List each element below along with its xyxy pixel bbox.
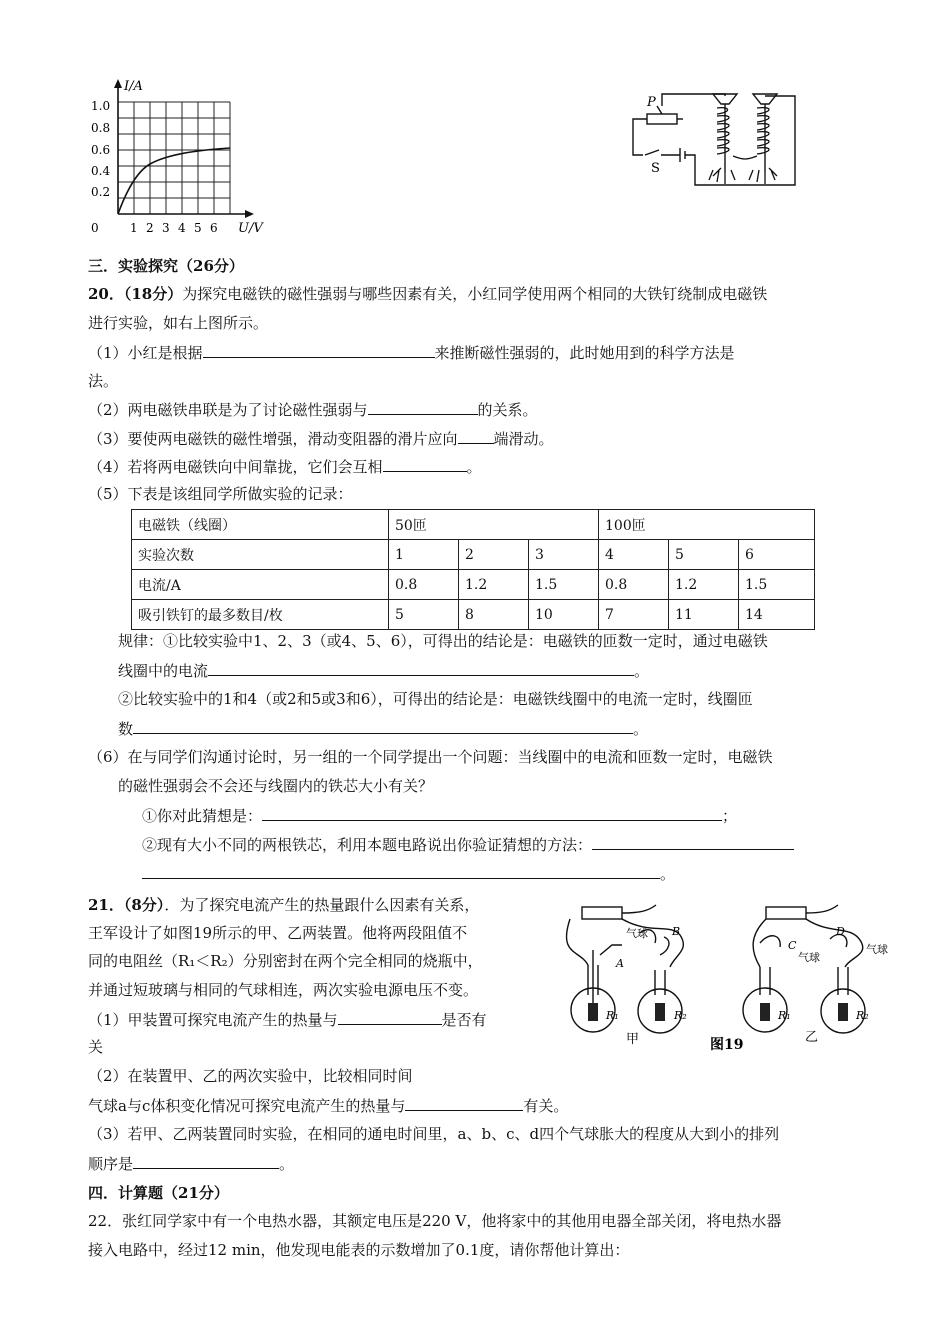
text: （1）小红是根据: [88, 344, 203, 362]
table-cell: 2: [459, 540, 529, 570]
y-tick: 0.4: [91, 164, 111, 178]
y-tick: 0.8: [91, 121, 111, 135]
table-row: [132, 570, 815, 600]
text: 数: [118, 720, 134, 738]
label-c: C: [788, 939, 797, 952]
q20-part5: （5）下表是该组同学所做实验的记录：: [88, 485, 353, 503]
q21-part3-cont: [88, 1152, 294, 1175]
answer-blank[interactable]: [208, 659, 634, 676]
text: ；: [722, 807, 738, 825]
experiment-table: [131, 509, 815, 630]
label-jia: 甲: [626, 1032, 640, 1047]
rheostat-label: P: [647, 95, 656, 110]
text: 。: [279, 1155, 295, 1173]
answer-blank[interactable]: [133, 717, 633, 734]
q21-intro-3: 同的电阻丝（R₁＜R₂）分别密封在两个完全相同的烧瓶中，: [88, 952, 483, 970]
table-cell: 实验次数: [132, 540, 389, 570]
table-cell: 1.5: [529, 570, 599, 600]
answer-blank[interactable]: [405, 1094, 523, 1111]
table-cell: 0.8: [599, 570, 669, 600]
answer-blank[interactable]: [458, 427, 494, 444]
answer-blank[interactable]: [142, 862, 660, 879]
answer-blank[interactable]: [203, 341, 435, 358]
text: （4）若将两电磁铁向中间靠拢，它们会互相: [88, 458, 383, 476]
q20-rule1-cont: [118, 659, 649, 682]
table-cell: 0.8: [389, 570, 459, 600]
table-cell: 100匝: [599, 510, 815, 540]
table-cell: 5: [669, 540, 739, 570]
q20-intro-text: 为探究电磁铁的磁性强弱与哪些因素有关，小红同学使用两个相同的大铁钉绕制成电磁铁: [182, 285, 768, 303]
q21-intro-2: 王军设计了如图19所示的甲、乙两装置。他将两段阻值不: [88, 924, 468, 942]
text: 气球a与c体积变化情况可探究电流产生的热量与: [88, 1097, 406, 1115]
answer-blank[interactable]: [133, 1152, 279, 1169]
table-row: [132, 540, 815, 570]
q20-part6-method-cont: [142, 862, 675, 885]
figure-19: [560, 895, 888, 1053]
q20-rule2-cont: [118, 717, 648, 740]
q20-part6-method: [142, 833, 794, 856]
table-cell: 吸引铁钉的最多数目/枚: [132, 600, 389, 630]
q20-rule1: 规律：①比较实验中1、2、3（或4、5、6），可得出的结论是：电磁铁的匝数一定时，通过电磁铁: [118, 632, 768, 650]
table-cell: 11: [669, 600, 739, 630]
text: 线圈中的电流: [118, 662, 209, 680]
q20-intro-cont: 进行实验，如右上图所示。: [88, 314, 269, 332]
section-3-title: 三．实验探究（26分）: [88, 257, 244, 275]
switch-label: S: [651, 161, 660, 176]
x-tick: 3: [162, 221, 170, 235]
balloon-label: 气球: [798, 951, 820, 964]
table-row: [132, 510, 815, 540]
label-r2: R₂: [674, 1009, 687, 1022]
y-tick: 0.2: [91, 185, 111, 199]
label-yi: 乙: [805, 1030, 819, 1045]
text: 有关。: [523, 1097, 569, 1115]
text: （1）甲装置可探究电流产生的热量与: [88, 1011, 338, 1029]
table-cell: 14: [739, 600, 815, 630]
text: ①你对此猜想是：: [142, 807, 263, 825]
label-r1: R₁: [778, 1009, 791, 1022]
q20-part6-guess: [142, 804, 737, 827]
q21-score: （8分）: [123, 896, 165, 914]
q20-part3: [88, 427, 554, 450]
text: 是否有: [441, 1011, 487, 1029]
q20-part1: [88, 341, 735, 364]
text: 。: [660, 865, 676, 883]
table-cell: 6: [739, 540, 815, 570]
y-tick: 0.6: [91, 143, 111, 157]
label-b: B: [672, 925, 681, 938]
q21-part3: （3）若甲、乙两装置同时实验，在相同的通电时间里，a、b、c、d四个气球胀大的程度从大到小的排列: [88, 1125, 780, 1143]
text: （2）两电磁铁串联是为了讨论磁性强弱与: [88, 401, 368, 419]
q20-part1-cont: 法。: [88, 372, 119, 390]
table-cell: 10: [529, 600, 599, 630]
electromagnet-circuit: [625, 80, 800, 195]
answer-blank[interactable]: [338, 1008, 442, 1025]
x-axis-label: U/V: [238, 221, 263, 236]
q21-part1-cont: 关: [88, 1038, 104, 1056]
x-tick: 1: [130, 221, 138, 235]
table-cell: 1.2: [459, 570, 529, 600]
table-cell: 电流/A: [132, 570, 389, 600]
q20-part2: [88, 398, 538, 421]
q21-part2: （2）在装置甲、乙的两次实验中，比较相同时间: [88, 1067, 413, 1085]
text: 。: [634, 662, 650, 680]
text: ．为了探究电流产生的热量跟什么因素有关系，: [164, 896, 480, 914]
label-r1: R₁: [606, 1009, 619, 1022]
balloon-label: 气球: [866, 943, 888, 956]
iu-curve: [118, 148, 230, 214]
table-cell: 1.5: [739, 570, 815, 600]
text: 端滑动。: [493, 430, 554, 448]
answer-blank[interactable]: [383, 455, 467, 472]
x-tick: 4: [178, 221, 186, 235]
q20-number: 20．: [88, 285, 124, 303]
text: 的关系。: [477, 401, 538, 419]
q21-intro: [88, 894, 479, 916]
x-tick: 5: [194, 221, 202, 235]
text: 。: [633, 720, 649, 738]
x-tick: 6: [210, 221, 218, 235]
table-cell: 1.2: [669, 570, 739, 600]
text: 顺序是: [88, 1155, 134, 1173]
table-cell: 50匝: [389, 510, 599, 540]
answer-blank[interactable]: [592, 833, 794, 850]
q20-part6-cont: 的磁性强弱会不会还与线圈内的铁芯大小有关？: [118, 777, 434, 795]
q20-score: （18分）: [123, 285, 183, 303]
text: 。: [466, 458, 482, 476]
q20-intro: [88, 283, 767, 305]
table-row: [132, 600, 815, 630]
x-tick: 2: [146, 221, 154, 235]
table-cell: 3: [529, 540, 599, 570]
table-cell: 8: [459, 600, 529, 630]
q21-part2-cont: [88, 1094, 568, 1117]
y-axis-label: I/A: [124, 79, 143, 94]
q20-part4: [88, 455, 482, 478]
q21-part1: [88, 1008, 487, 1031]
y-tick: 1.0: [91, 99, 111, 113]
q21-intro-4: 并通过短玻璃与相同的气球相连，两次实验电源电压不变。: [88, 981, 479, 999]
label-r2: R₂: [856, 1009, 869, 1022]
label-a: A: [616, 957, 624, 970]
iu-graph: [88, 72, 288, 237]
table-cell: 1: [389, 540, 459, 570]
figure-caption: 图19: [710, 1037, 744, 1053]
text: ②现有大小不同的两根铁芯，利用本题电路说出你验证猜想的方法：: [142, 836, 593, 854]
q20-part6: （6）在与同学们沟通讨论时，另一组的一个同学提出一个问题：当线圈中的电流和匝数一定时，电磁铁: [88, 748, 773, 766]
answer-blank[interactable]: [368, 398, 478, 415]
label-d: D: [836, 925, 845, 938]
table-cell: 4: [599, 540, 669, 570]
section-4-title: 四．计算题（21分）: [88, 1184, 229, 1202]
q22-line1: 22．张红同学家中有一个电热水器，其额定电压是220 V，他将家中的其他用电器全部关闭，将电热水器: [88, 1212, 782, 1230]
table-cell: 电磁铁（线圈）: [132, 510, 389, 540]
balloon-label: 气球: [626, 927, 648, 940]
table-cell: 5: [389, 600, 459, 630]
q20-rule2: ②比较实验中的1和4（或2和5或3和6），可得出的结论是：电磁铁线圈中的电流一定时，线圈匝: [118, 690, 753, 708]
answer-blank[interactable]: [262, 804, 722, 821]
text: （3）要使两电磁铁的磁性增强，滑动变阻器的滑片应向: [88, 430, 458, 448]
x-tick: 0: [91, 221, 99, 235]
text: 来推断磁性强弱的，此时她用到的科学方法是: [434, 344, 735, 362]
q21-number: 21．: [88, 896, 124, 914]
q22-line2: 接入电路中，经过12 min，他发现电能表的示数增加了0.1度，请你帮他计算出：: [88, 1241, 630, 1259]
table-cell: 7: [599, 600, 669, 630]
